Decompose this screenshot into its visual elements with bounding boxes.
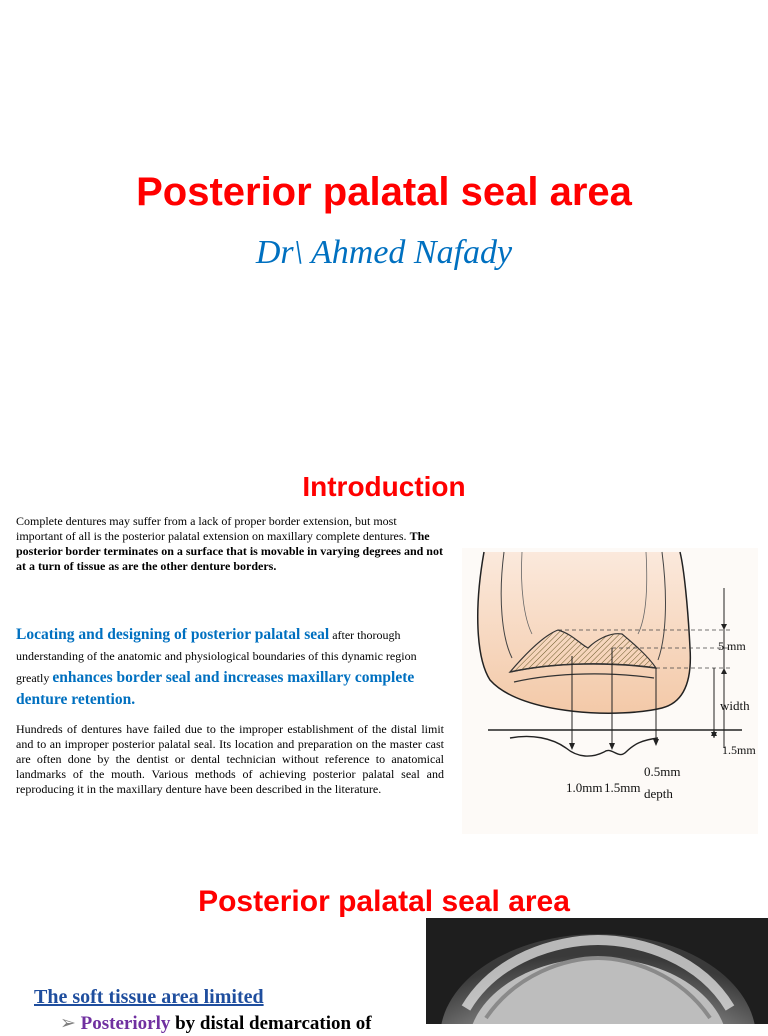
author-name: Dr\ Ahmed Nafady bbox=[255, 234, 513, 271]
intro-paragraph-3: Hundreds of dentures have failed due to the improper establishment of the distal limit and to an improper posterior palatal seal. Its location and preparation on the master cast are often done by the dentist or dental technician without reference to anatomical landmarks of the mouth. Various methods of achieving posterior palatal seal and reproducing it in the maxillary denture have been described in the literature. bbox=[16, 722, 444, 796]
slide-title: Posterior palatal seal area bbox=[136, 170, 632, 214]
bullet-text: by distal demarcation of bbox=[170, 1013, 372, 1034]
denture-cast-photo bbox=[426, 918, 768, 1024]
intro-paragraph-1-text: Complete dentures may suffer from a lack of proper border extension, but most important of all is the posterior palatal extension on maxillary complete dentures. bbox=[16, 514, 410, 543]
intro-paragraph-2-highlight-2: enhances border seal and increases maxillary complete denture retention. bbox=[16, 669, 415, 708]
intro-paragraph-2-highlight-1: Locating and designing of posterior palatal seal bbox=[16, 626, 330, 643]
label-5mm: 5 mm bbox=[718, 639, 746, 653]
bullet-keyword: Posteriorly bbox=[80, 1013, 171, 1034]
label-0-5mm: 0.5mm bbox=[644, 764, 681, 779]
bullet-posteriorly bbox=[60, 1012, 372, 1036]
introduction-heading: Introduction bbox=[302, 471, 466, 502]
label-width: width bbox=[720, 698, 750, 713]
label-1-5mm-right: 1.5mm bbox=[722, 743, 756, 757]
intro-paragraph-2 bbox=[16, 624, 444, 711]
intro-paragraph-2-text: after thorough understanding of the anatomic and physiological boundaries of this dynamic region greatly bbox=[16, 628, 417, 685]
intro-paragraph-1-bold: The posterior border terminates on a surface that is movable in varying degrees and not at a turn of tissue as are the other denture borders. bbox=[16, 529, 443, 573]
bullet-arrow-icon: ➢ bbox=[60, 1013, 76, 1034]
label-1-5mm: 1.5mm bbox=[604, 780, 641, 795]
section-title: Posterior palatal seal area bbox=[198, 885, 570, 918]
palatal-seal-diagram bbox=[462, 548, 758, 834]
soft-tissue-heading: The soft tissue area limited bbox=[34, 986, 264, 1008]
intro-paragraph-1 bbox=[16, 514, 444, 574]
label-depth: depth bbox=[644, 786, 673, 801]
label-1-0mm: 1.0mm bbox=[566, 780, 603, 795]
